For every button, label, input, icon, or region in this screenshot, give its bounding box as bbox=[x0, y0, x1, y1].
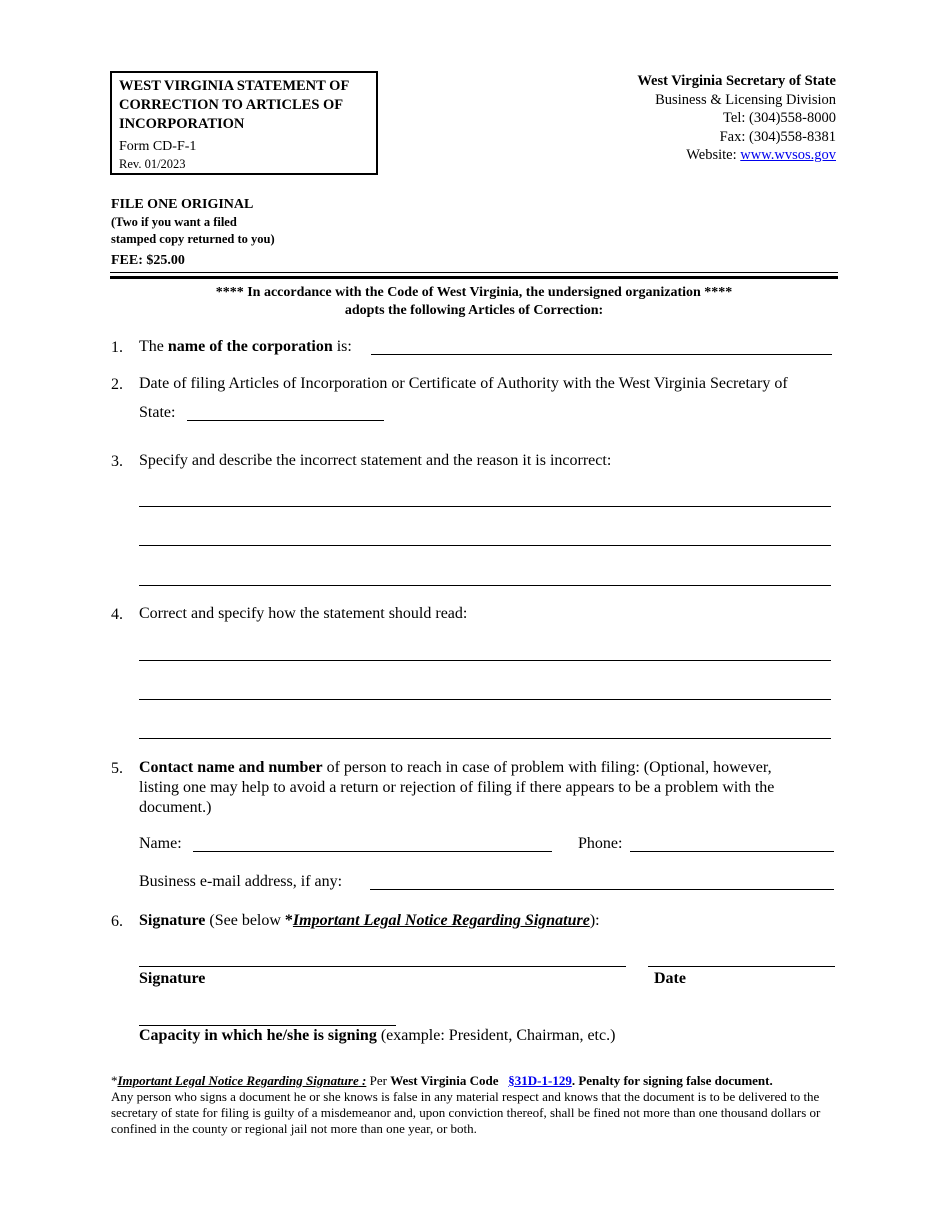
file-one-original: FILE ONE ORIGINAL bbox=[111, 197, 254, 212]
item-3-number: 3. bbox=[111, 453, 123, 470]
date-field[interactable] bbox=[648, 966, 835, 967]
filing-instructions bbox=[111, 196, 275, 270]
item-2-label: Date of filing Articles of Incorporation or Certificate of Authority with the West Virginia Secretary of bbox=[139, 375, 788, 392]
form-revision: Rev. 01/2023 bbox=[119, 157, 186, 171]
preamble-line-1: **** In accordance with the Code of West Virginia, the undersigned organization **** bbox=[215, 285, 733, 300]
preamble-line-2: adopts the following Articles of Correction: bbox=[344, 303, 604, 318]
contact-phone-label: Phone: bbox=[578, 835, 623, 852]
legal-notice-title: Important Legal Notice Regarding Signature : bbox=[117, 1073, 367, 1088]
incorrect-statement-line-2[interactable] bbox=[139, 545, 831, 546]
item-2-number: 2. bbox=[111, 376, 123, 393]
corporation-name-field[interactable] bbox=[371, 354, 832, 355]
signature-label: Signature bbox=[139, 970, 206, 987]
correct-statement-line-1[interactable] bbox=[139, 660, 831, 661]
item-5-label: Contact name and number of person to reach in case of problem with filing: (Optional, however, listing one may help to avoid a return or rejection of filing if there appears to be a problem with the document.) bbox=[139, 759, 775, 816]
website-link[interactable]: www.wvsos.gov bbox=[740, 147, 836, 163]
form-number: Form CD-F-1 bbox=[119, 139, 197, 154]
contact-email-label: Business e-mail address, if any: bbox=[139, 873, 343, 890]
correct-statement-line-3[interactable] bbox=[139, 738, 831, 739]
capacity-label: Capacity in which he/she is signing (example: President, Chairman, etc.) bbox=[139, 1027, 616, 1044]
office-contact-block bbox=[637, 72, 836, 165]
filing-date-field[interactable] bbox=[187, 420, 384, 421]
incorrect-statement-line-1[interactable] bbox=[139, 506, 831, 507]
item-5-number: 5. bbox=[111, 760, 123, 777]
divider-thick bbox=[110, 276, 838, 279]
item-1-label: The name of the corporation is: bbox=[139, 338, 352, 355]
form-title-box bbox=[110, 71, 378, 175]
item-2-state-label: State: bbox=[139, 404, 176, 421]
form-title: WEST VIRGINIA STATEMENT OF CORRECTION TO ARTICLES OF INCORPORATION bbox=[119, 78, 349, 132]
divider-thin bbox=[110, 272, 838, 273]
date-label: Date bbox=[654, 970, 686, 987]
signature-field[interactable] bbox=[139, 966, 626, 967]
office-website bbox=[637, 146, 836, 165]
filing-note-2: stamped copy returned to you) bbox=[111, 232, 275, 246]
contact-name-field[interactable] bbox=[193, 851, 552, 852]
legal-notice-body: Any person who signs a document he or she knows is false in any material respect and knows that the document is to be delivered to the secretary of state for filing is guilty of a misdemeanor and, upon conviction thereof, shall be fined not more than one thousand dollars or confined in the county or regional jail not more than one year, or both. bbox=[111, 1089, 821, 1136]
item-6-label: Signature (See below *Important Legal Notice Regarding Signature): bbox=[139, 912, 600, 929]
incorrect-statement-line-3[interactable] bbox=[139, 585, 831, 586]
contact-phone-field[interactable] bbox=[630, 851, 834, 852]
filing-note-1: (Two if you want a filed bbox=[111, 215, 237, 229]
item-4-label: Correct and specify how the statement should read: bbox=[139, 605, 468, 622]
item-1-number: 1. bbox=[111, 339, 123, 356]
office-division: Business & Licensing Division bbox=[655, 91, 836, 108]
contact-email-field[interactable] bbox=[370, 889, 834, 890]
item-4-number: 4. bbox=[111, 606, 123, 623]
contact-name-label: Name: bbox=[139, 835, 182, 852]
office-name: West Virginia Secretary of State bbox=[637, 73, 836, 89]
item-6-number: 6. bbox=[111, 913, 123, 930]
legal-notice: *Important Legal Notice Regarding Signature : Per West Virginia Code §31D-1-129. Penalty for signing false document. Any person who signs a document he or she knows is false in any material respect and knows that the document is to be delivered to the secretary of state for filing is guilty of a misdemeanor and, upon conviction thereof, shall be fined not more than one thousand dollars or confined in the county or regional jail not more than one year, or both. bbox=[111, 1073, 841, 1137]
filing-fee: FEE: $25.00 bbox=[111, 253, 185, 268]
website-label: Website: bbox=[686, 147, 741, 163]
item-3-label: Specify and describe the incorrect statement and the reason it is incorrect: bbox=[139, 452, 612, 469]
preamble bbox=[110, 284, 838, 320]
correct-statement-line-2[interactable] bbox=[139, 699, 831, 700]
office-fax: Fax: (304)558-8381 bbox=[719, 128, 836, 145]
code-section-link[interactable]: §31D-1-129 bbox=[508, 1073, 572, 1088]
signature-notice-reference: Important Legal Notice Regarding Signature bbox=[292, 912, 590, 929]
office-tel: Tel: (304)558-8000 bbox=[723, 110, 836, 126]
